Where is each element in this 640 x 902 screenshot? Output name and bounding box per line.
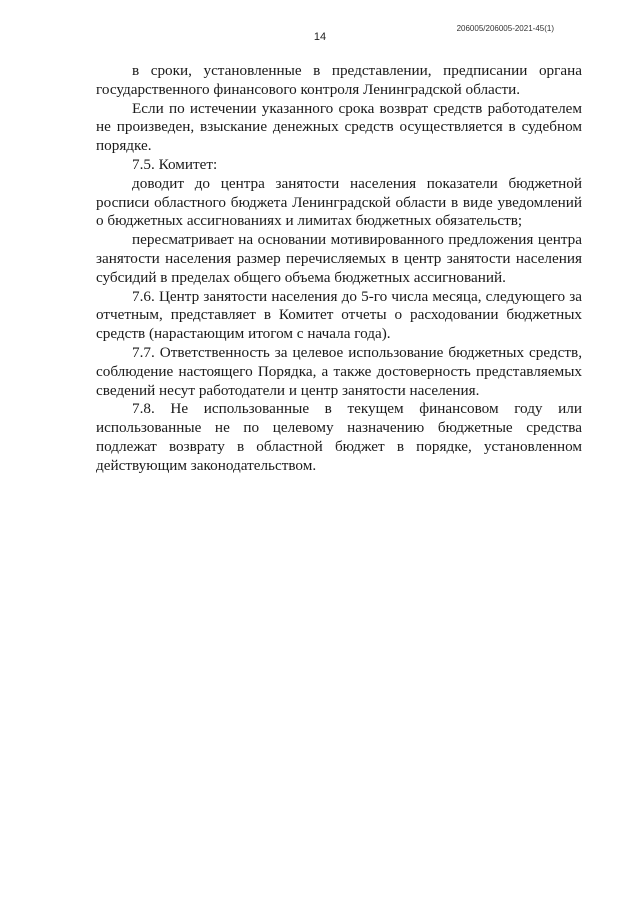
paragraph: в сроки, установленные в представлении, предписании органа государственного финансового контроля Ленинградской области. <box>96 62 582 98</box>
paragraph: доводит до центра занятости населения показатели бюджетной росписи областного бюджета Ленинградской области в виде уведомлений о бюджетных ассигнованиях и лимитах бюджетных обязательств; <box>96 174 582 230</box>
page-number: 14 <box>313 31 327 43</box>
document-code: 206005/206005-2021-45(1) <box>456 24 554 33</box>
paragraph-7-8: 7.8. Не использованные в текущем финансовом году или использованные не по целевому назначению бюджетные средства подлежат возврату в областной бюджет в порядке, установленном действующим законодательством. <box>96 400 582 474</box>
paragraph: пересматривает на основании мотивированного предложения центра занятости населения размер перечисляемых в центр занятости населения субсидий в пределах общего объема бюджетных ассигнований. <box>96 231 582 286</box>
paragraph-7-6: 7.6. Центр занятости населения до 5-го числа месяца, следующего за отчетным, представляет в Комитет отчеты о расходовании бюджетных средств (нарастающим итогом с начала года). <box>96 287 582 343</box>
document-body <box>96 62 582 476</box>
paragraph: Если по истечении указанного срока возврат средств работодателем не произведен, взыскание денежных средств осуществляется в судебном порядке. <box>96 99 582 155</box>
paragraph-heading-7-5: 7.5. Комитет: <box>132 155 218 173</box>
paragraph-7-7: 7.7. Ответственность за целевое использование бюджетных средств, соблюдение настоящего Порядка, а также достоверность представляемых сведений несут работодатели и центр занятости населения. <box>96 343 582 399</box>
